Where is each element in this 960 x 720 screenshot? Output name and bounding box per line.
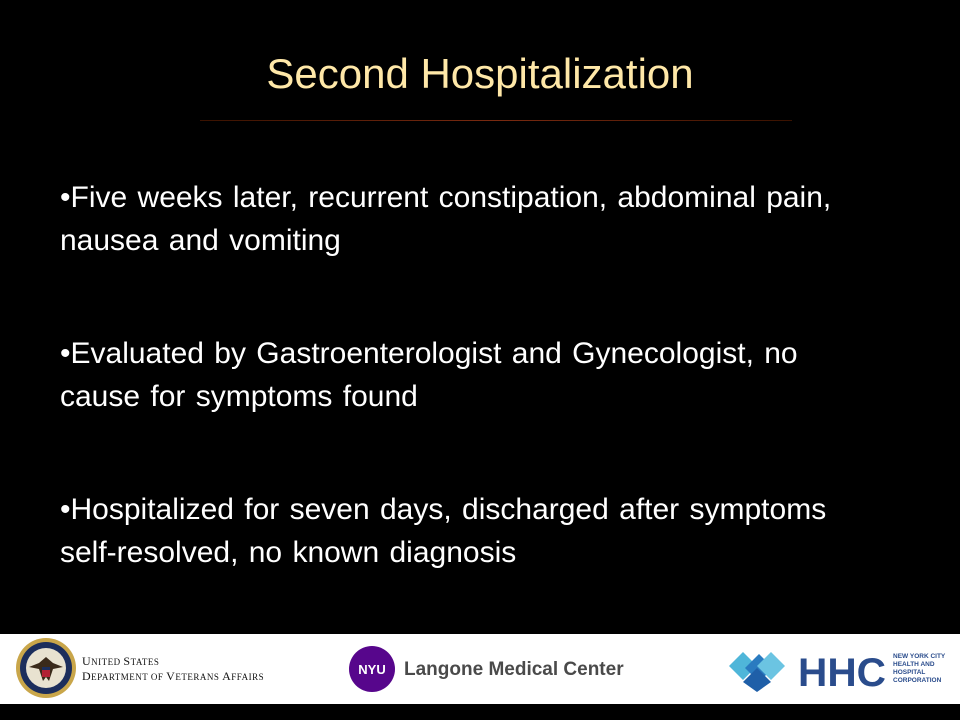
bullet-item bbox=[60, 176, 840, 262]
bullet-text: Five weeks later, recurrent constipation, abdominal pain, nausea and vomiting bbox=[60, 181, 832, 257]
va-line-2: DEPARTMENT OF VETERANS AFFAIRS bbox=[82, 669, 265, 683]
hhc-line: HOSPITAL bbox=[893, 669, 926, 676]
va-line-1: UNITED STATES bbox=[82, 654, 160, 668]
slide-title: Second Hospitalization bbox=[266, 50, 694, 97]
va-seal-icon bbox=[15, 637, 77, 699]
bullet-marker: • bbox=[60, 493, 71, 526]
nyu-logo-icon bbox=[348, 645, 396, 693]
bullet-marker: • bbox=[60, 337, 71, 370]
hhc-mark-text: HHC bbox=[798, 652, 886, 690]
bullet-text: Evaluated by Gastroenterologist and Gynecologist, no cause for symptoms found bbox=[60, 337, 798, 413]
langone-wordmark: Langone Medical Center bbox=[404, 659, 624, 680]
hhc-name bbox=[893, 653, 945, 685]
hhc-line: HEALTH AND bbox=[893, 661, 935, 668]
va-name bbox=[82, 654, 264, 684]
bullet-item bbox=[60, 488, 840, 574]
bullet-item bbox=[60, 332, 840, 418]
nyu-badge-text: NYU bbox=[358, 662, 386, 677]
bullet-text: Hospitalized for seven days, discharged after symptoms self-resolved, no known diagnosis bbox=[60, 493, 827, 569]
hhc-line: CORPORATION bbox=[893, 677, 942, 684]
bullet-list bbox=[60, 176, 840, 644]
hhc-logo-mark bbox=[798, 652, 888, 690]
hhc-hearts-icon bbox=[727, 648, 787, 692]
footer-logo-bar bbox=[0, 634, 960, 704]
title-divider bbox=[200, 120, 792, 121]
bullet-marker: • bbox=[60, 181, 71, 214]
hhc-line: NEW YORK CITY bbox=[893, 653, 946, 660]
